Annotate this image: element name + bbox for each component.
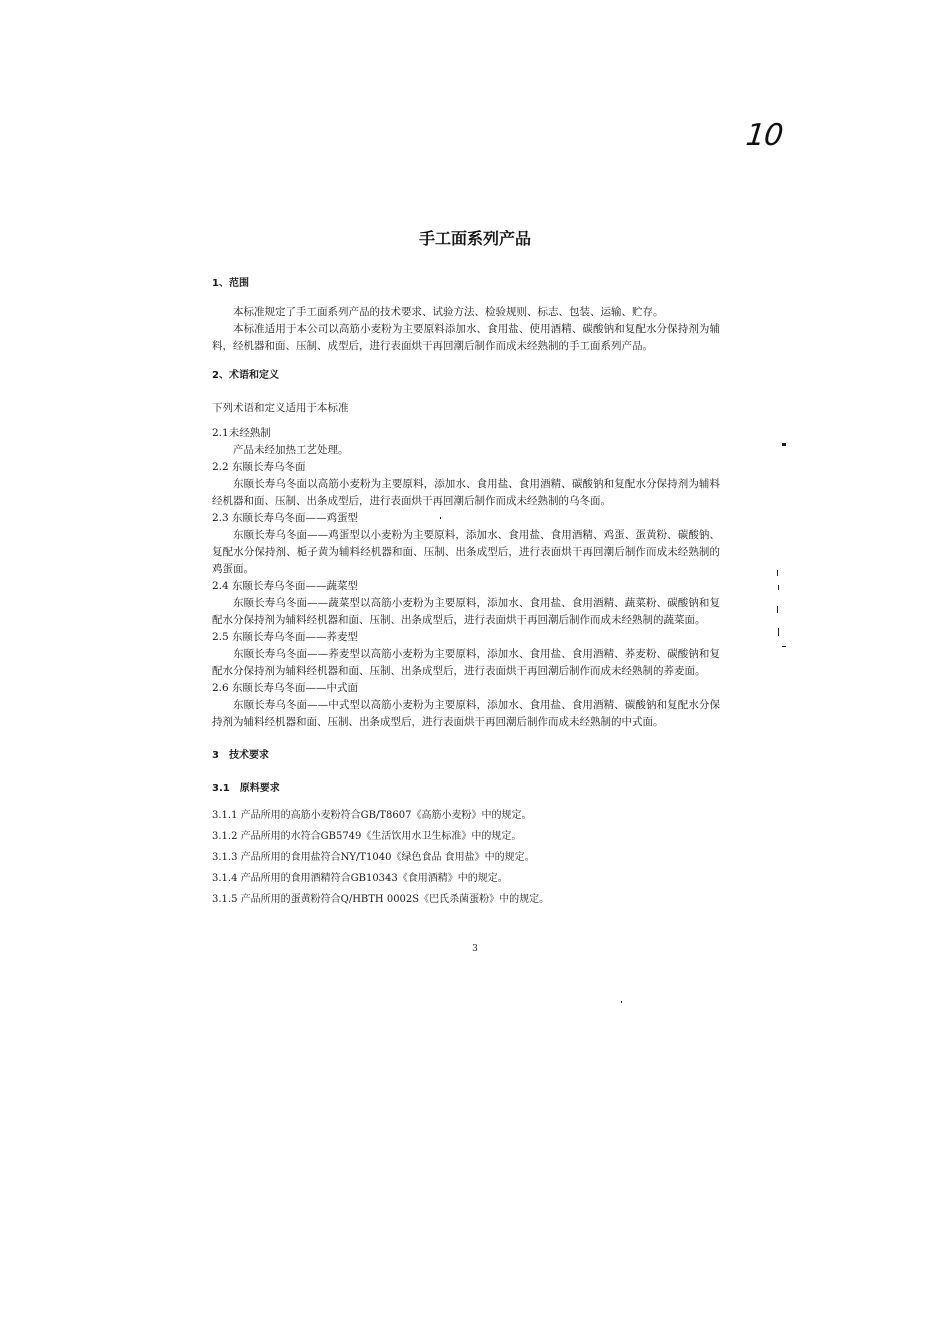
term-heading: 2.3 东颐长寿乌冬面——鸡蛋型 <box>212 512 359 524</box>
term-definition: 东颐长寿乌冬面——荞麦型以高筋小麦粉为主要原料，添加水、食用盐、食用酒精、荞麦粉、碳酸钠和复配水分保持剂为辅料经机器和面、压制、出条成型后，进行表面烘干再回潮后制作而成未经熟制的荞麦面。 <box>212 648 720 677</box>
term-heading: 2.6 东颐长寿乌冬面——中式面 <box>212 682 359 694</box>
scan-artifact <box>777 606 778 613</box>
requirement-item: 3.1.2 产品所用的水符合GB5749《生活饮用水卫生标准》中的规定。 <box>212 831 522 842</box>
requirement-item: 3.1.5 产品所用的蛋黄粉符合Q/HBTH 0002S《巴氏杀菌蛋粉》中的规定。 <box>212 894 550 905</box>
requirement-item: 3.1.3 产品所用的食用盐符合NY/T1040《绿色食品 食用盐》中的规定。 <box>212 852 535 863</box>
term-definition: 产品未经加热工艺处理。 <box>233 444 349 456</box>
section-1-paragraph: 本标准适用于本公司以高筋小麦粉为主要原料添加水、食用盐、使用酒精、碳酸钠和复配水分保持剂为辅料，经机器和面、压制、成型后，进行表面烘干再回潮后制作而成未经熟制的手工面系列产品。 <box>212 323 720 352</box>
scan-artifact <box>782 443 786 446</box>
scan-artifact <box>777 570 778 576</box>
section-3-1-heading: 3.1 原料要求 <box>212 783 280 794</box>
document-body <box>212 275 720 910</box>
term-heading: 2.5 东颐长寿乌冬面——荞麦型 <box>212 631 359 643</box>
section-1-heading: 1、范围 <box>212 278 249 289</box>
page-number: 3 <box>472 944 478 954</box>
scan-artifact <box>782 646 786 647</box>
term-definition: 东颐长寿乌冬面——蔬菜型以高筋小麦粉为主要原料，添加水、食用盐、食用酒精、蔬菜粉、碳酸钠和复配水分保持剂为辅料经机器和面、压制、出条成型后，进行表面烘干再回潮后制作而成未经熟制的蔬菜面。 <box>212 597 720 626</box>
section-2-intro: 下列术语和定义适用于本标准 <box>212 402 349 414</box>
requirement-item: 3.1.4 产品所用的食用酒精符合GB10343《食用酒精》中的规定。 <box>212 873 508 884</box>
section-2-heading: 2、术语和定义 <box>212 370 279 381</box>
term-definition: 东颐长寿乌冬面以高筋小麦粉为主要原料，添加水、食用盐、食用酒精、碳酸钠和复配水分保持剂为辅料经机器和面、压制、出条成型后，进行表面烘干再回潮后制作而成未经熟制的乌冬面。 <box>212 478 720 507</box>
term-heading: 2.1未经熟制 <box>212 427 271 439</box>
document-title: 手工面系列产品 <box>418 229 531 248</box>
section-1-paragraph: 本标准规定了手工面系列产品的技术要求、试验方法、检验规则、标志、包装、运输、贮存。 <box>233 306 664 318</box>
scan-artifact <box>440 517 441 519</box>
term-definition: 东颐长寿乌冬面——鸡蛋型以小麦粉为主要原料，添加水、食用盐、食用酒精、鸡蛋、蛋黄粉、碳酸钠、复配水分保持剂、栀子黄为辅料经机器和面、压制、出条成型后，进行表面烘干再回潮后制作而成未经熟制的鸡蛋面。 <box>212 529 720 575</box>
term-definition: 东颐长寿乌冬面——中式型以高筋小麦粉为主要原料，添加水、食用盐、食用酒精、碳酸钠和复配水分保持剂为辅料经机器和面、压制、出条成型后，进行表面烘干再回潮后制作而成未经熟制的中式面。 <box>212 699 720 728</box>
handwritten-page-number: 10 <box>744 118 785 153</box>
term-heading: 2.4 东颐长寿乌冬面——蔬菜型 <box>212 580 359 592</box>
scan-artifact <box>778 585 779 590</box>
requirement-item: 3.1.1 产品所用的高筋小麦粉符合GB/T8607《高筋小麦粉》中的规定。 <box>212 810 532 821</box>
scan-artifact <box>621 1001 622 1003</box>
term-heading: 2.2 东颐长寿乌冬面 <box>212 461 306 473</box>
scan-artifact <box>778 628 779 636</box>
section-3-heading: 3 技术要求 <box>212 750 269 761</box>
